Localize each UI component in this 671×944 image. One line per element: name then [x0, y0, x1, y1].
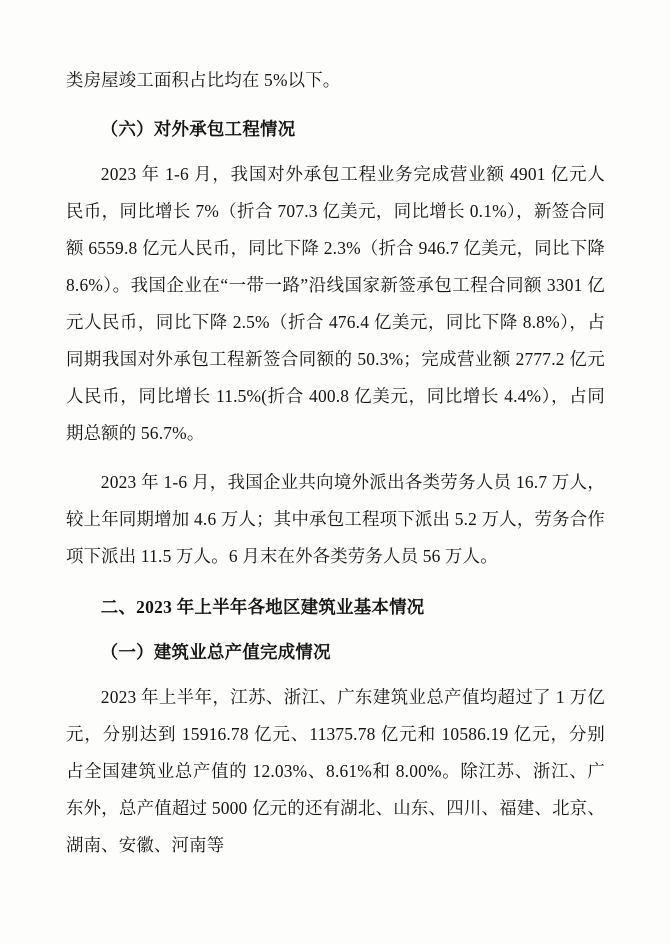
block-spacer [66, 575, 605, 589]
section-heading-foreign-contracting: （六）对外承包工程情况 [100, 119, 296, 139]
block-spacer [66, 148, 605, 156]
block-spacer [66, 671, 605, 679]
block-spacer [66, 626, 605, 634]
document-body [66, 62, 605, 864]
paragraph-foreign-contracting-stats: 2023 年 1-6 月，我国对外承包工程业务完成营业额 4901 亿元人民币，同比增长 7%（折合 707.3 亿美元，同比增长 0.1%），新签合同额 6559.8 亿元人民币，同比下降 2.3%（折合 946.7 亿美元，同比下降 8.6%）。我国企业在“一带一路”沿线国家新签承包工程合同额 3301 亿元人民币，同比下降 2.5%（折合 476.4 亿美元，同比下降 8.8%），占同期我国对外承包工程新签合同额的 50.3%；完成营业额 2777.2 亿元人民币，同比增长 11.5%(折合 400.8 亿美元，同比增长 4.4%），占同期总额的 56.7%。 [66, 164, 605, 443]
section-heading-regional-overview: 二、2023 年上半年各地区建筑业基本情况 [100, 597, 425, 617]
section-heading-total-output: （一）建筑业总产值完成情况 [100, 642, 331, 662]
block-spacer [66, 452, 605, 464]
paragraph-total-output-stats: 2023 年上半年，江苏、浙江、广东建筑业总产值均超过了 1 万亿元，分别达到 15916.78 亿元、11375.78 亿元和 10586.19 亿元，分别占全国建筑业总产值的 12.03%、8.61%和 8.00%。除江苏、浙江、广东外，总产值超过 5000 亿元的还有湖北、山东、四川、福建、北京、湖南、安徽、河南等 [66, 687, 605, 855]
paragraph-labor-dispatch-stats: 2023 年 1-6 月，我国企业共向境外派出各类劳务人员 16.7 万人，较上年同期增加 4.6 万人；其中承包工程项下派出 5.2 万人，劳务合作项下派出 11.5 万人。6 月末在外各类劳务人员 56 万人。 [66, 472, 605, 566]
paragraph-continuation: 类房屋竣工面积占比均在 5%以下。 [66, 70, 341, 90]
block-spacer [66, 99, 605, 111]
